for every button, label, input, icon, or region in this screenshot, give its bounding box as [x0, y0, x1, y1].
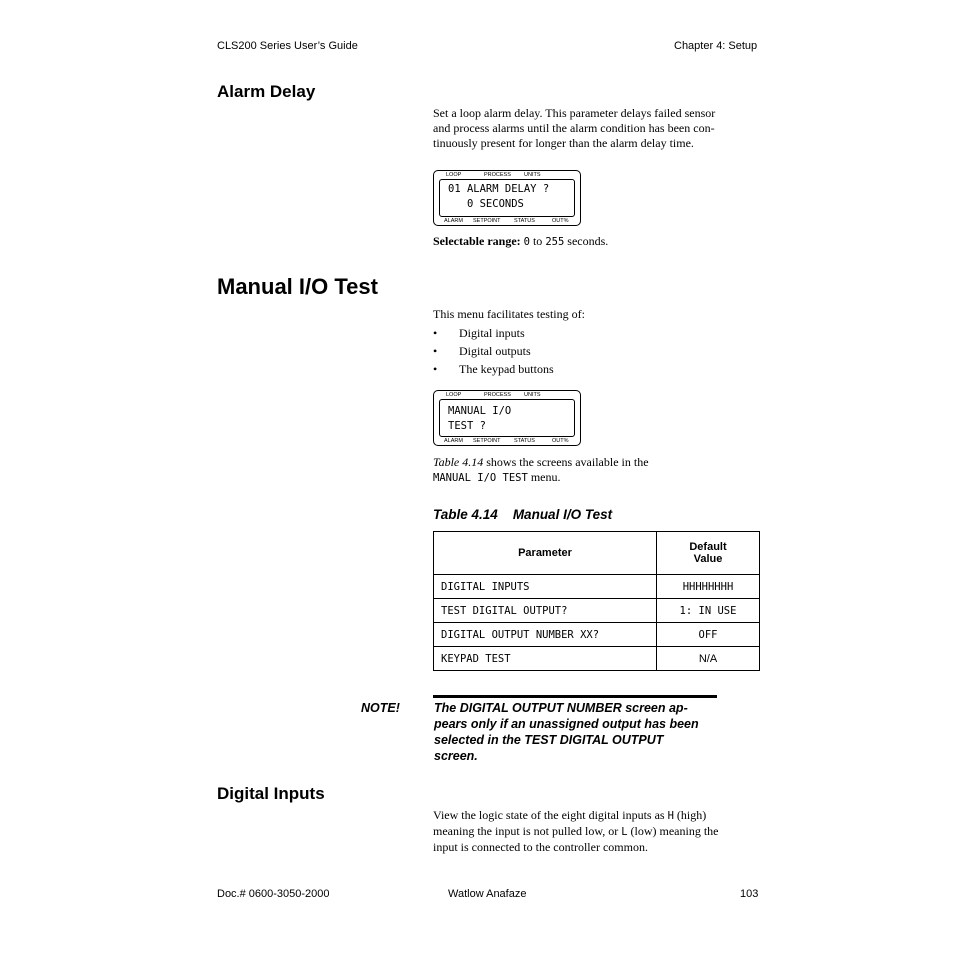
- range-min: 0: [523, 236, 530, 248]
- note-line: The DIGITAL OUTPUT NUMBER screen ap-: [434, 701, 688, 715]
- lcd-label-alarm: ALARM: [444, 218, 463, 224]
- lcd-label-process: PROCESS: [484, 172, 511, 178]
- manual-io-intro: This menu facilitates testing of:: [433, 307, 585, 321]
- selectable-range-label: Selectable range:: [433, 234, 521, 248]
- alarm-delay-paragraph: [433, 106, 773, 151]
- text-run: View the logic state of the eight digital inputs as: [433, 808, 668, 822]
- manual-io-table: [433, 531, 760, 671]
- note-divider: [433, 695, 717, 698]
- lcd-line-1: MANUAL I/O: [448, 405, 512, 417]
- manual-io-bullet-list: [433, 326, 554, 380]
- lcd-label-setpoint: SETPOINT: [473, 438, 501, 444]
- table-header-row: [434, 532, 760, 575]
- table-ref-rest: shows the screens available in the: [483, 455, 649, 469]
- table-caption-title: Manual I/O Test: [512, 507, 613, 522]
- cell-default: 1: IN USE: [657, 599, 760, 623]
- lcd-label-alarm: ALARM: [444, 438, 463, 444]
- note-line: screen.: [434, 749, 478, 763]
- digital-inputs-paragraph: [433, 808, 773, 855]
- note-line: selected in the TEST DIGITAL OUTPUT: [434, 733, 664, 747]
- note-body: [434, 700, 734, 764]
- range-to: to: [529, 234, 546, 248]
- table-ref-italic: Table 4.14: [433, 455, 484, 469]
- note-label: NOTE!: [361, 701, 400, 715]
- table-caption: [433, 507, 612, 522]
- manual-io-test-heading: Manual I/O Test: [217, 274, 378, 299]
- table-ref-mono: MANUAL I/O TEST: [433, 472, 528, 484]
- lcd-label-loop: LOOP: [446, 172, 462, 178]
- lcd-label-process: PROCESS: [484, 392, 511, 398]
- table-reference-text: [433, 455, 649, 486]
- manual-io-lcd-display: [433, 390, 581, 446]
- table-row: [434, 623, 760, 647]
- list-item: • The keypad buttons: [433, 362, 554, 380]
- cell-default: OFF: [657, 623, 760, 647]
- running-header-title: CLS200 Series User’s Guide: [217, 40, 358, 52]
- table-caption-number: Table 4.14: [433, 507, 498, 522]
- paragraph-line: and process alarms until the alarm condition has been con-: [433, 121, 715, 135]
- lcd-line-1: 01 ALARM DELAY ?: [448, 183, 550, 195]
- text-run: meaning the input is not pulled low, or: [433, 824, 622, 838]
- column-header-parameter: Parameter: [434, 532, 657, 575]
- state-low-code: L: [621, 826, 628, 838]
- list-item: • Digital inputs: [433, 326, 554, 344]
- header-value: Value: [693, 553, 723, 565]
- lcd-label-units: UNITS: [524, 172, 541, 178]
- table-row: [434, 599, 760, 623]
- lcd-screen: [439, 179, 575, 217]
- table-ref-end: menu.: [527, 470, 561, 484]
- text-run: (low) meaning the: [627, 824, 719, 838]
- lcd-label-loop: LOOP: [446, 392, 462, 398]
- cell-default: N/A: [657, 647, 760, 671]
- paragraph-line: [433, 808, 773, 824]
- lcd-label-out: OUT%: [552, 218, 569, 224]
- column-header-default-value: [657, 532, 760, 575]
- digital-inputs-heading: Digital Inputs: [217, 784, 325, 803]
- lcd-label-status: STATUS: [514, 218, 535, 224]
- lcd-label-units: UNITS: [524, 392, 541, 398]
- footer-doc-number: Doc.# 0600-3050-2000: [217, 888, 330, 900]
- paragraph-line: Set a loop alarm delay. This parameter delays failed sensor: [433, 106, 716, 120]
- cell-parameter: KEYPAD TEST: [434, 647, 657, 671]
- lcd-line-2: 0 SECONDS: [448, 198, 524, 210]
- table-row: [434, 647, 760, 671]
- range-suffix: seconds.: [564, 234, 609, 248]
- range-max: 255: [545, 236, 565, 248]
- cell-parameter: DIGITAL OUTPUT NUMBER XX?: [434, 623, 657, 647]
- alarm-delay-lcd-display: [433, 170, 581, 226]
- paragraph-line: input is connected to the controller common.: [433, 840, 648, 854]
- selectable-range-text: [433, 234, 608, 250]
- lcd-label-status: STATUS: [514, 438, 535, 444]
- footer-page-number: 103: [740, 888, 759, 900]
- header-default: Default: [689, 541, 727, 553]
- cell-parameter: TEST DIGITAL OUTPUT?: [434, 599, 657, 623]
- paragraph-line: tinuously present for longer than the alarm delay time.: [433, 136, 694, 150]
- table-row: [434, 575, 760, 599]
- alarm-delay-heading: Alarm Delay: [217, 82, 316, 101]
- lcd-label-setpoint: SETPOINT: [473, 218, 501, 224]
- lcd-screen: [439, 399, 575, 437]
- lcd-line-2: TEST ?: [448, 420, 486, 432]
- paragraph-line: [433, 824, 773, 840]
- running-header-chapter: Chapter 4: Setup: [674, 40, 758, 52]
- state-high-code: H: [667, 810, 674, 822]
- cell-parameter: DIGITAL INPUTS: [434, 575, 657, 599]
- note-line: pears only if an unassigned output has been: [434, 717, 699, 731]
- list-item: • Digital outputs: [433, 344, 554, 362]
- cell-default: HHHHHHHH: [657, 575, 760, 599]
- lcd-label-out: OUT%: [552, 438, 569, 444]
- text-run: (high): [673, 808, 707, 822]
- footer-company: Watlow Anafaze: [448, 888, 527, 900]
